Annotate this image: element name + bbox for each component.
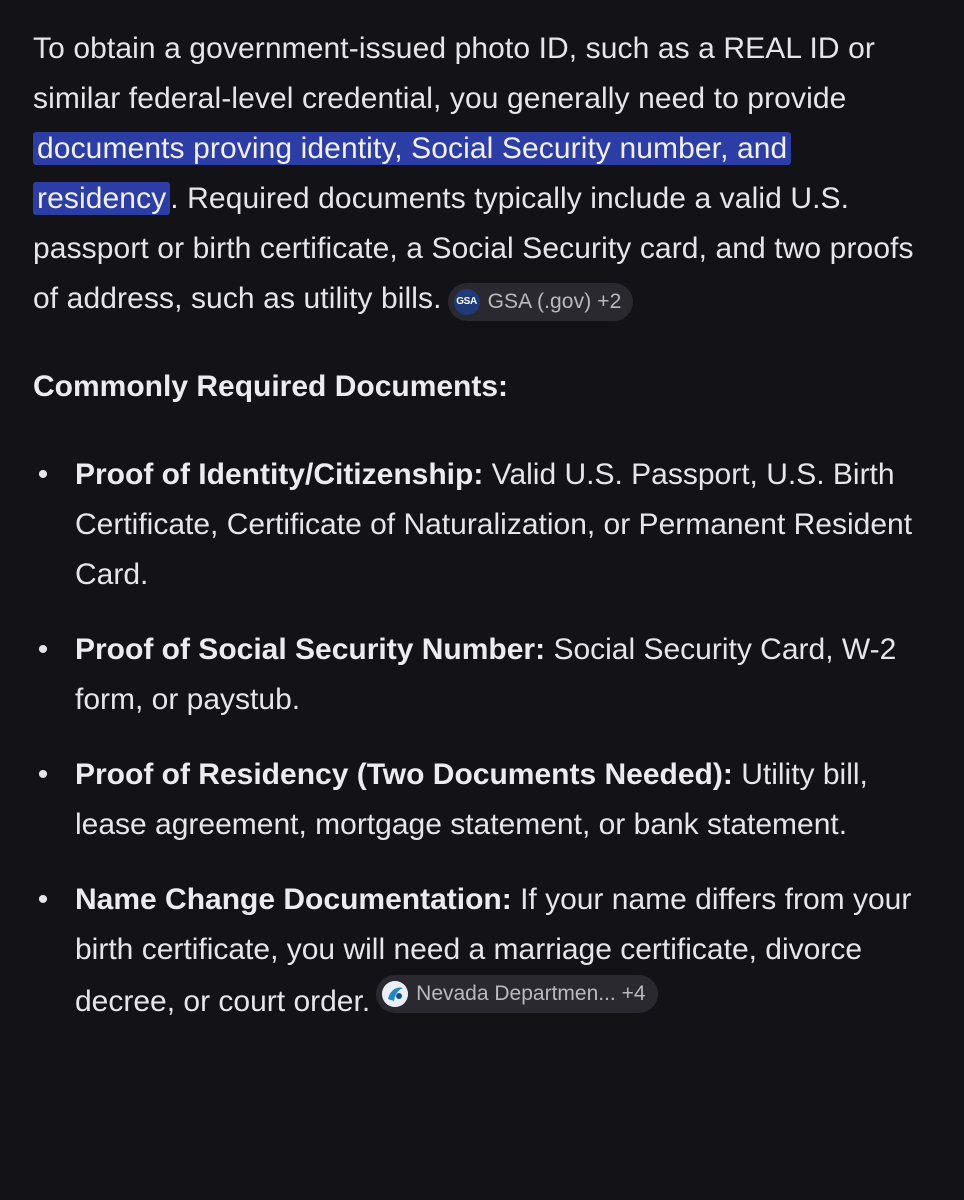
item-term: Name Change Documentation: — [75, 883, 512, 916]
documents-list — [33, 450, 933, 1027]
item-term: Proof of Social Security Number: — [75, 633, 546, 666]
list-item-social-security — [33, 625, 933, 725]
highlighted-text[interactable]: documents proving identity, Social Security number, and residency — [33, 132, 791, 215]
bullet-icon: • — [37, 758, 49, 791]
response-content — [33, 24, 933, 1052]
list-item-residency — [33, 750, 933, 850]
item-text: Utility bill, lease agreement, mortgage statement, or bank statement. — [75, 758, 868, 841]
list-item-identity — [33, 450, 933, 600]
item-text: If your name differs from your birth certificate, you will need a marriage certificate, divorce decree, or court order. — [75, 883, 912, 1018]
item-term: Proof of Residency (Two Documents Needed): — [75, 758, 733, 791]
intro-text: To obtain a government-issued photo ID, such as a REAL ID or similar federal-level credential, you generally need to provide — [33, 32, 876, 115]
gsa-logo-icon: GSA — [454, 289, 480, 315]
bullet-icon: • — [37, 633, 49, 666]
nevada-logo-icon — [382, 981, 408, 1007]
source-chip-label: GSA (.gov) +2 — [487, 290, 622, 313]
intro-paragraph — [33, 24, 933, 324]
item-text: Social Security Card, W-2 form, or paystub. — [75, 633, 897, 716]
intro-text-continued: . Required documents typically include a valid U.S. passport or birth certificate, a Social Security card, and two proofs of address, such as utility bills. — [33, 182, 914, 315]
source-chip-label: Nevada Departmen... +4 — [416, 982, 646, 1005]
section-heading: Commonly Required Documents: — [33, 370, 509, 403]
list-item-name-change — [33, 875, 933, 1027]
bullet-icon: • — [37, 458, 49, 491]
item-term: Proof of Identity/Citizenship: — [75, 458, 484, 491]
bullet-icon: • — [37, 883, 49, 916]
source-chip-gsa[interactable] — [448, 283, 634, 321]
source-chip-nevada[interactable] — [376, 975, 657, 1013]
item-text: Valid U.S. Passport, U.S. Birth Certificate, Certificate of Naturalization, or Permanent Resident Card. — [75, 458, 913, 591]
